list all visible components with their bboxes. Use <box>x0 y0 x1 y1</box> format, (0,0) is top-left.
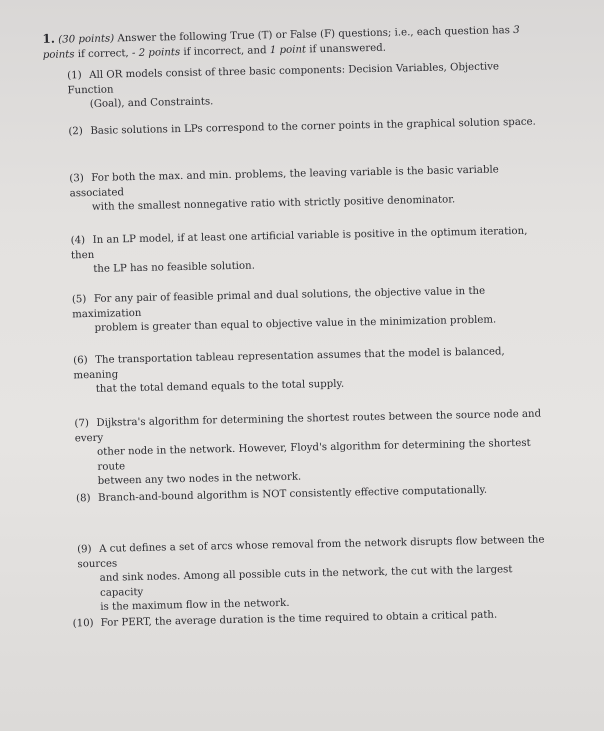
question-index: (9) <box>77 543 92 556</box>
question-index: (8) <box>75 493 91 505</box>
question-index: (6) <box>73 355 88 367</box>
question-header <box>42 21 543 62</box>
question-index: (4) <box>70 235 86 247</box>
question-item <box>71 225 542 278</box>
question-text: All OR models consist of three basic components: Decision Variables, Objective Function <box>67 61 500 96</box>
question-item <box>67 60 538 113</box>
question-text-cont: between any two nodes in the network. <box>97 471 302 487</box>
if-correct-text: if correct, <box>77 48 129 61</box>
question-text: The transportation tableau representation assumes that the model is balanced, meaning <box>73 346 505 381</box>
question-item <box>77 533 548 615</box>
question-item <box>73 344 544 397</box>
points-label: (30 points) <box>58 33 115 46</box>
question-index: (2) <box>68 126 83 138</box>
question-number: 1. <box>42 31 56 46</box>
question-text: Basic solutions in LPs correspond to the corner points in the graphical solution space. <box>90 116 536 137</box>
question-index: (3) <box>69 173 84 185</box>
exam-sheet <box>38 7 593 718</box>
question-text-cont: the LP has no feasible solution. <box>93 260 256 275</box>
question-text: In an LP model, if at least one artificial variable is positive in the optimum iteration, then <box>70 225 528 261</box>
question-text: For both the max. and min. problems, the leaving variable is the basic variable associated <box>69 164 499 199</box>
question-item <box>68 116 538 140</box>
question-text-cont: (Goal), and Constraints. <box>89 96 214 110</box>
question-text: Dijkstra's algorithm for determining the shortest routes between the source node and every <box>74 408 542 444</box>
question-text: For PERT, the average duration is the time required to obtain a critical path. <box>100 609 498 629</box>
question-text-cont: other node in the network. However, Floyd's algorithm for determining the shortest route <box>96 437 531 473</box>
question-text-cont: is the maximum flow in the network. <box>100 597 290 613</box>
question-index: (1) <box>67 70 82 82</box>
question-item <box>72 284 543 337</box>
if-incorrect-text: if incorrect, and <box>183 45 267 58</box>
question-item <box>69 163 540 216</box>
question-text: For any pair of feasible primal and dual solutions, the objective value in the maximization <box>72 285 486 320</box>
question-text-cont: and sink nodes. Among all possible cuts in the network, the cut with the largest capacity <box>99 564 513 599</box>
question-index: (10) <box>72 617 94 630</box>
if-unanswered-text: if unanswered. <box>309 42 387 56</box>
question-text-cont: with the smallest nonnegative ratio with strictly positive denominator. <box>91 194 456 213</box>
question-index: (7) <box>74 418 90 430</box>
question-text-cont: problem is greater than equal to objective value in the minimization problem. <box>94 314 497 334</box>
one-point: 1 point <box>269 44 307 57</box>
question-text-cont: that the total demand equals to the total supply. <box>95 378 345 395</box>
instruction-text: Answer the following True (T) or False (F) questions; i.e., each question has <box>117 25 511 45</box>
question-index: (5) <box>71 294 87 306</box>
three-points: 3 <box>513 24 520 37</box>
minus-two-points: - 2 points <box>131 47 181 60</box>
question-text: A cut defines a set of arcs whose removal from the network disrupts flow between the sources <box>77 534 545 570</box>
question-text: Branch-and-bound algorithm is NOT consistently effective computationally. <box>97 484 488 504</box>
points-word: points <box>42 49 75 61</box>
question-item <box>74 407 545 489</box>
